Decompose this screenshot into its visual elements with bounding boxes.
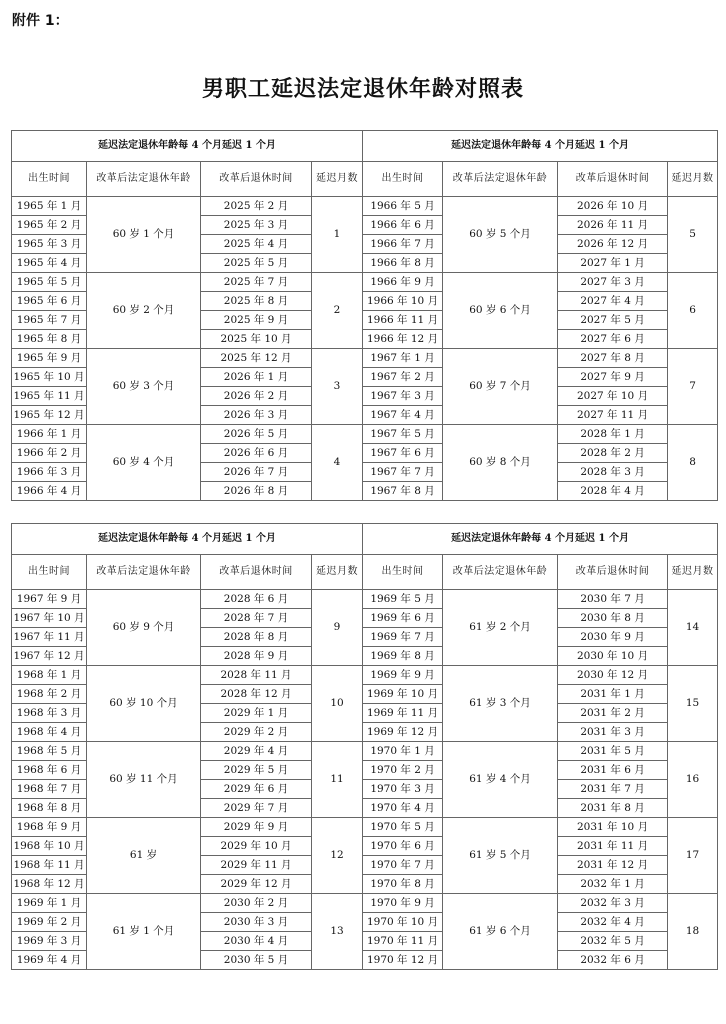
birth-date-cell: 1969 年 10 月 (363, 685, 443, 704)
col-birth-header: 出生时间 (363, 162, 443, 197)
delay-months-cell: 12 (312, 818, 363, 894)
birth-date-cell: 1968 年 8 月 (12, 799, 87, 818)
panel-header-right: 延迟法定退休年龄每 4 个月延迟 1 个月 (363, 524, 718, 555)
retirement-age-cell: 61 岁 (87, 818, 201, 894)
retirement-date-cell: 2029 年 6 月 (201, 780, 312, 799)
retirement-age-cell: 60 岁 1 个月 (87, 197, 201, 273)
birth-date-cell: 1966 年 2 月 (12, 444, 87, 463)
col-birth-header: 出生时间 (12, 162, 87, 197)
retirement-age-cell: 60 岁 2 个月 (87, 273, 201, 349)
birth-date-cell: 1966 年 3 月 (12, 463, 87, 482)
retirement-date-cell: 2029 年 12 月 (201, 875, 312, 894)
retirement-date-cell: 2026 年 6 月 (201, 444, 312, 463)
birth-date-cell: 1966 年 1 月 (12, 425, 87, 444)
document-title: 男职工延迟法定退休年龄对照表 (201, 76, 524, 102)
birth-date-cell: 1965 年 7 月 (12, 311, 87, 330)
retirement-table-panel-1 (11, 130, 718, 501)
col-age-header: 改革后法定退休年龄 (87, 555, 201, 590)
delay-months-cell: 2 (312, 273, 363, 349)
retirement-date-cell: 2025 年 3 月 (201, 216, 312, 235)
birth-date-cell: 1969 年 3 月 (12, 932, 87, 951)
retirement-age-cell: 61 岁 4 个月 (443, 742, 558, 818)
retirement-date-cell: 2026 年 7 月 (201, 463, 312, 482)
retirement-age-cell: 60 岁 8 个月 (443, 425, 558, 501)
retirement-date-cell: 2027 年 9 月 (558, 368, 668, 387)
retirement-date-cell: 2029 年 5 月 (201, 761, 312, 780)
retirement-date-cell: 2028 年 11 月 (201, 666, 312, 685)
birth-date-cell: 1966 年 11 月 (363, 311, 443, 330)
birth-date-cell: 1965 年 9 月 (12, 349, 87, 368)
birth-date-cell: 1970 年 11 月 (363, 932, 443, 951)
delay-months-cell: 4 (312, 425, 363, 501)
birth-date-cell: 1965 年 5 月 (12, 273, 87, 292)
table-row (12, 666, 718, 685)
col-delay-header: 延迟月数 (668, 555, 718, 590)
retirement-date-cell: 2030 年 3 月 (201, 913, 312, 932)
retirement-age-cell: 60 岁 4 个月 (87, 425, 201, 501)
col-birth-header: 出生时间 (363, 555, 443, 590)
birth-date-cell: 1969 年 12 月 (363, 723, 443, 742)
retirement-date-cell: 2027 年 5 月 (558, 311, 668, 330)
retirement-date-cell: 2029 年 2 月 (201, 723, 312, 742)
retirement-date-cell: 2026 年 10 月 (558, 197, 668, 216)
retirement-date-cell: 2031 年 7 月 (558, 780, 668, 799)
birth-date-cell: 1965 年 3 月 (12, 235, 87, 254)
table-row (12, 590, 718, 609)
retirement-date-cell: 2027 年 6 月 (558, 330, 668, 349)
retirement-date-cell: 2032 年 3 月 (558, 894, 668, 913)
birth-date-cell: 1968 年 9 月 (12, 818, 87, 837)
birth-date-cell: 1965 年 1 月 (12, 197, 87, 216)
birth-date-cell: 1968 年 12 月 (12, 875, 87, 894)
retirement-date-cell: 2027 年 11 月 (558, 406, 668, 425)
birth-date-cell: 1970 年 10 月 (363, 913, 443, 932)
retirement-date-cell: 2027 年 10 月 (558, 387, 668, 406)
retirement-date-cell: 2026 年 11 月 (558, 216, 668, 235)
birth-date-cell: 1967 年 5 月 (363, 425, 443, 444)
retirement-date-cell: 2031 年 2 月 (558, 704, 668, 723)
col-delay-header: 延迟月数 (312, 555, 363, 590)
retirement-date-cell: 2031 年 10 月 (558, 818, 668, 837)
delay-months-cell: 15 (668, 666, 718, 742)
retirement-age-cell: 61 岁 5 个月 (443, 818, 558, 894)
birth-date-cell: 1966 年 5 月 (363, 197, 443, 216)
delay-months-cell: 10 (312, 666, 363, 742)
retirement-date-cell: 2030 年 5 月 (201, 951, 312, 970)
retirement-date-cell: 2030 年 9 月 (558, 628, 668, 647)
retirement-date-cell: 2029 年 9 月 (201, 818, 312, 837)
birth-date-cell: 1966 年 6 月 (363, 216, 443, 235)
retirement-date-cell: 2028 年 12 月 (201, 685, 312, 704)
retirement-date-cell: 2025 年 12 月 (201, 349, 312, 368)
retirement-date-cell: 2025 年 9 月 (201, 311, 312, 330)
retirement-age-cell: 61 岁 1 个月 (87, 894, 201, 970)
col-age-header: 改革后法定退休年龄 (87, 162, 201, 197)
table-row (12, 818, 718, 837)
birth-date-cell: 1965 年 8 月 (12, 330, 87, 349)
birth-date-cell: 1967 年 2 月 (363, 368, 443, 387)
retirement-date-cell: 2025 年 5 月 (201, 254, 312, 273)
birth-date-cell: 1969 年 9 月 (363, 666, 443, 685)
col-retire-header: 改革后退休时间 (558, 162, 668, 197)
delay-months-cell: 18 (668, 894, 718, 970)
birth-date-cell: 1967 年 4 月 (363, 406, 443, 425)
retirement-age-cell: 61 岁 2 个月 (443, 590, 558, 666)
birth-date-cell: 1965 年 10 月 (12, 368, 87, 387)
retirement-age-cell: 60 岁 6 个月 (443, 273, 558, 349)
retirement-date-cell: 2030 年 7 月 (558, 590, 668, 609)
delay-months-cell: 5 (668, 197, 718, 273)
retirement-date-cell: 2031 年 11 月 (558, 837, 668, 856)
retirement-age-cell: 60 岁 3 个月 (87, 349, 201, 425)
col-retire-header: 改革后退休时间 (201, 555, 312, 590)
retirement-date-cell: 2025 年 7 月 (201, 273, 312, 292)
birth-date-cell: 1966 年 10 月 (363, 292, 443, 311)
birth-date-cell: 1969 年 4 月 (12, 951, 87, 970)
birth-date-cell: 1968 年 11 月 (12, 856, 87, 875)
retirement-date-cell: 2030 年 2 月 (201, 894, 312, 913)
birth-date-cell: 1967 年 12 月 (12, 647, 87, 666)
retirement-date-cell: 2030 年 12 月 (558, 666, 668, 685)
birth-date-cell: 1966 年 9 月 (363, 273, 443, 292)
retirement-date-cell: 2030 年 10 月 (558, 647, 668, 666)
delay-months-cell: 17 (668, 818, 718, 894)
column-header-row (12, 162, 718, 197)
delay-months-cell: 11 (312, 742, 363, 818)
panel-header-row (12, 524, 718, 555)
retirement-date-cell: 2032 年 1 月 (558, 875, 668, 894)
birth-date-cell: 1968 年 1 月 (12, 666, 87, 685)
birth-date-cell: 1970 年 4 月 (363, 799, 443, 818)
birth-date-cell: 1969 年 6 月 (363, 609, 443, 628)
retirement-date-cell: 2031 年 8 月 (558, 799, 668, 818)
retirement-date-cell: 2025 年 4 月 (201, 235, 312, 254)
retirement-age-cell: 61 岁 3 个月 (443, 666, 558, 742)
birth-date-cell: 1969 年 5 月 (363, 590, 443, 609)
retirement-date-cell: 2028 年 8 月 (201, 628, 312, 647)
birth-date-cell: 1970 年 8 月 (363, 875, 443, 894)
birth-date-cell: 1970 年 6 月 (363, 837, 443, 856)
birth-date-cell: 1966 年 7 月 (363, 235, 443, 254)
retirement-date-cell: 2029 年 1 月 (201, 704, 312, 723)
retirement-date-cell: 2026 年 1 月 (201, 368, 312, 387)
retirement-date-cell: 2031 年 12 月 (558, 856, 668, 875)
birth-date-cell: 1967 年 7 月 (363, 463, 443, 482)
birth-date-cell: 1967 年 11 月 (12, 628, 87, 647)
retirement-date-cell: 2028 年 7 月 (201, 609, 312, 628)
birth-date-cell: 1965 年 2 月 (12, 216, 87, 235)
birth-date-cell: 1968 年 5 月 (12, 742, 87, 761)
retirement-age-cell: 60 岁 11 个月 (87, 742, 201, 818)
retirement-date-cell: 2027 年 4 月 (558, 292, 668, 311)
panel-header-row (12, 131, 718, 162)
birth-date-cell: 1965 年 6 月 (12, 292, 87, 311)
retirement-date-cell: 2032 年 4 月 (558, 913, 668, 932)
birth-date-cell: 1967 年 9 月 (12, 590, 87, 609)
retirement-date-cell: 2030 年 4 月 (201, 932, 312, 951)
retirement-date-cell: 2029 年 10 月 (201, 837, 312, 856)
delay-months-cell: 13 (312, 894, 363, 970)
retirement-date-cell: 2025 年 10 月 (201, 330, 312, 349)
attachment-label: 附件 1： (12, 13, 69, 29)
birth-date-cell: 1965 年 12 月 (12, 406, 87, 425)
panel-header-right: 延迟法定退休年龄每 4 个月延迟 1 个月 (363, 131, 718, 162)
col-age-header: 改革后法定退休年龄 (443, 555, 558, 590)
retirement-date-cell: 2026 年 12 月 (558, 235, 668, 254)
birth-date-cell: 1970 年 2 月 (363, 761, 443, 780)
retirement-date-cell: 2028 年 6 月 (201, 590, 312, 609)
birth-date-cell: 1966 年 8 月 (363, 254, 443, 273)
birth-date-cell: 1970 年 5 月 (363, 818, 443, 837)
birth-date-cell: 1967 年 6 月 (363, 444, 443, 463)
birth-date-cell: 1969 年 11 月 (363, 704, 443, 723)
table-row (12, 273, 718, 292)
retirement-date-cell: 2025 年 2 月 (201, 197, 312, 216)
retirement-date-cell: 2030 年 8 月 (558, 609, 668, 628)
panel-header-left: 延迟法定退休年龄每 4 个月延迟 1 个月 (12, 524, 363, 555)
retirement-age-cell: 60 岁 5 个月 (443, 197, 558, 273)
birth-date-cell: 1968 年 7 月 (12, 780, 87, 799)
retirement-date-cell: 2031 年 5 月 (558, 742, 668, 761)
retirement-age-cell: 60 岁 10 个月 (87, 666, 201, 742)
retirement-date-cell: 2028 年 9 月 (201, 647, 312, 666)
retirement-date-cell: 2027 年 8 月 (558, 349, 668, 368)
retirement-date-cell: 2032 年 5 月 (558, 932, 668, 951)
col-delay-header: 延迟月数 (668, 162, 718, 197)
retirement-date-cell: 2027 年 1 月 (558, 254, 668, 273)
delay-months-cell: 6 (668, 273, 718, 349)
birth-date-cell: 1969 年 7 月 (363, 628, 443, 647)
birth-date-cell: 1968 年 2 月 (12, 685, 87, 704)
birth-date-cell: 1967 年 10 月 (12, 609, 87, 628)
retirement-date-cell: 2028 年 1 月 (558, 425, 668, 444)
birth-date-cell: 1970 年 12 月 (363, 951, 443, 970)
retirement-date-cell: 2026 年 8 月 (201, 482, 312, 501)
birth-date-cell: 1967 年 1 月 (363, 349, 443, 368)
retirement-age-cell: 60 岁 7 个月 (443, 349, 558, 425)
birth-date-cell: 1969 年 8 月 (363, 647, 443, 666)
birth-date-cell: 1968 年 6 月 (12, 761, 87, 780)
retirement-date-cell: 2027 年 3 月 (558, 273, 668, 292)
retirement-age-cell: 60 岁 9 个月 (87, 590, 201, 666)
retirement-table-panel-2 (11, 523, 718, 970)
delay-months-cell: 16 (668, 742, 718, 818)
col-birth-header: 出生时间 (12, 555, 87, 590)
delay-months-cell: 14 (668, 590, 718, 666)
birth-date-cell: 1966 年 12 月 (363, 330, 443, 349)
retirement-date-cell: 2026 年 3 月 (201, 406, 312, 425)
birth-date-cell: 1968 年 3 月 (12, 704, 87, 723)
delay-months-cell: 3 (312, 349, 363, 425)
col-retire-header: 改革后退休时间 (201, 162, 312, 197)
birth-date-cell: 1965 年 11 月 (12, 387, 87, 406)
retirement-date-cell: 2029 年 11 月 (201, 856, 312, 875)
retirement-date-cell: 2029 年 7 月 (201, 799, 312, 818)
retirement-date-cell: 2029 年 4 月 (201, 742, 312, 761)
table-row (12, 349, 718, 368)
col-delay-header: 延迟月数 (312, 162, 363, 197)
birth-date-cell: 1966 年 4 月 (12, 482, 87, 501)
table-row (12, 425, 718, 444)
col-age-header: 改革后法定退休年龄 (443, 162, 558, 197)
retirement-date-cell: 2031 年 6 月 (558, 761, 668, 780)
birth-date-cell: 1970 年 3 月 (363, 780, 443, 799)
birth-date-cell: 1970 年 9 月 (363, 894, 443, 913)
delay-months-cell: 1 (312, 197, 363, 273)
birth-date-cell: 1965 年 4 月 (12, 254, 87, 273)
birth-date-cell: 1968 年 10 月 (12, 837, 87, 856)
birth-date-cell: 1967 年 8 月 (363, 482, 443, 501)
birth-date-cell: 1968 年 4 月 (12, 723, 87, 742)
delay-months-cell: 8 (668, 425, 718, 501)
retirement-date-cell: 2028 年 4 月 (558, 482, 668, 501)
col-retire-header: 改革后退休时间 (558, 555, 668, 590)
retirement-date-cell: 2028 年 2 月 (558, 444, 668, 463)
panel-header-left: 延迟法定退休年龄每 4 个月延迟 1 个月 (12, 131, 363, 162)
birth-date-cell: 1970 年 7 月 (363, 856, 443, 875)
retirement-date-cell: 2032 年 6 月 (558, 951, 668, 970)
retirement-age-cell: 61 岁 6 个月 (443, 894, 558, 970)
table-row (12, 197, 718, 216)
delay-months-cell: 7 (668, 349, 718, 425)
table-row (12, 894, 718, 913)
column-header-row (12, 555, 718, 590)
birth-date-cell: 1967 年 3 月 (363, 387, 443, 406)
birth-date-cell: 1969 年 2 月 (12, 913, 87, 932)
retirement-date-cell: 2026 年 5 月 (201, 425, 312, 444)
table-row (12, 742, 718, 761)
birth-date-cell: 1969 年 1 月 (12, 894, 87, 913)
retirement-date-cell: 2031 年 1 月 (558, 685, 668, 704)
retirement-date-cell: 2026 年 2 月 (201, 387, 312, 406)
birth-date-cell: 1970 年 1 月 (363, 742, 443, 761)
retirement-date-cell: 2031 年 3 月 (558, 723, 668, 742)
retirement-date-cell: 2025 年 8 月 (201, 292, 312, 311)
retirement-date-cell: 2028 年 3 月 (558, 463, 668, 482)
delay-months-cell: 9 (312, 590, 363, 666)
